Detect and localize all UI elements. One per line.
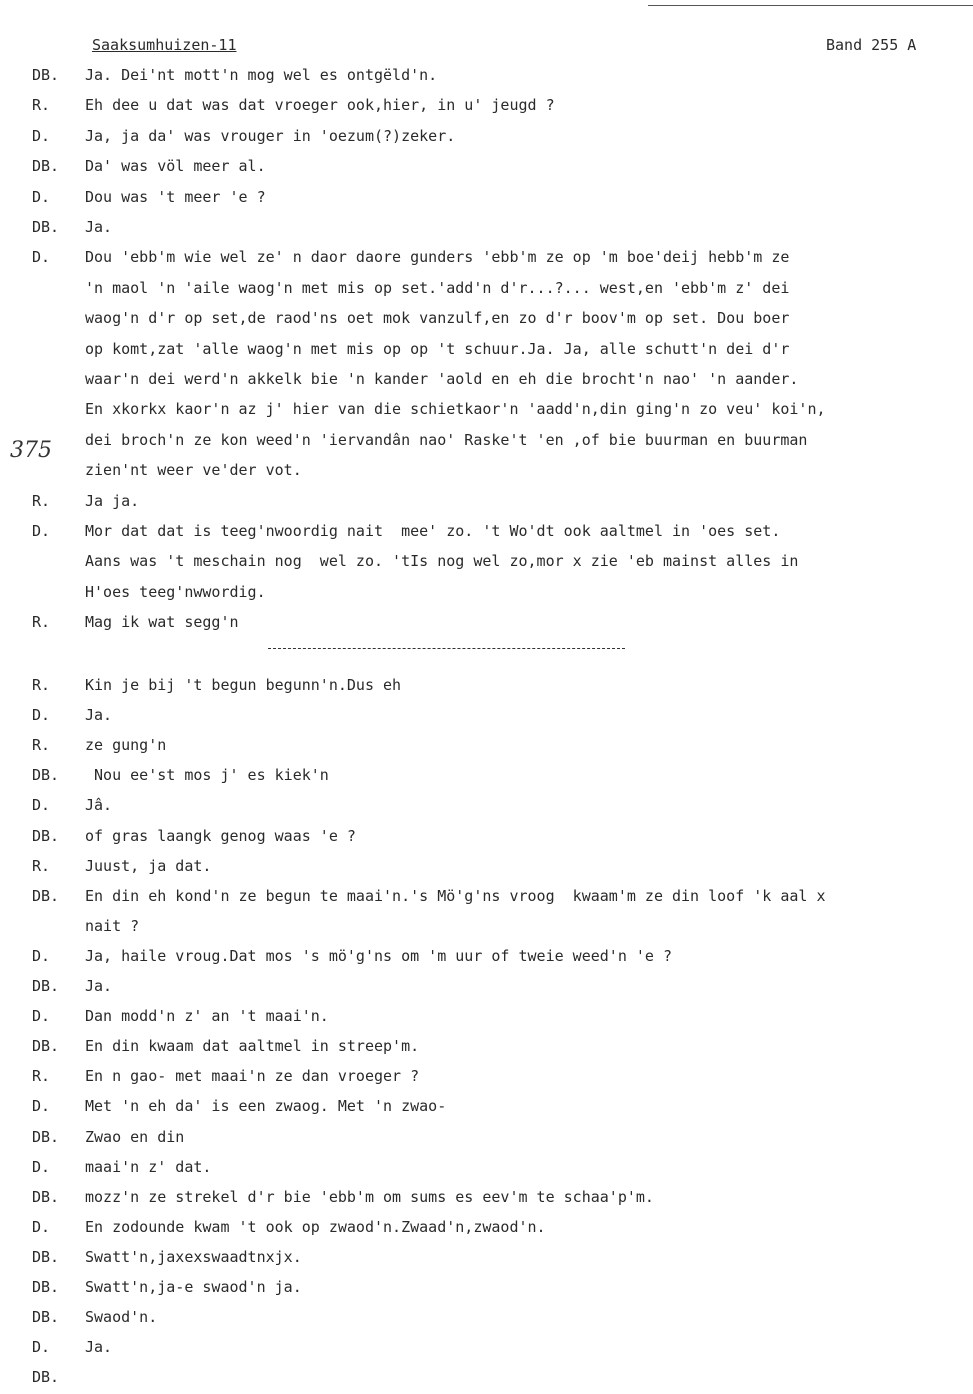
speaker-label: DB. bbox=[32, 886, 60, 905]
utterance-text: Ja, haile vroug.Dat mos 's mö'g'ns om 'm uur of tweie weed'n 'e ? bbox=[85, 946, 672, 965]
utterance-text: waar'n dei werd'n akkelk bie 'n kander 'aold en eh die brocht'n nao' 'n aander. bbox=[85, 370, 799, 388]
speaker-label: D. bbox=[32, 187, 51, 206]
transcript-line bbox=[0, 552, 973, 574]
speaker-label: D. bbox=[32, 1338, 51, 1357]
speaker-label: D. bbox=[32, 796, 51, 815]
speaker-label: DB. bbox=[32, 1368, 60, 1387]
utterance-text: Swatt'n,jaxexswaadtnxjx. bbox=[85, 1247, 302, 1266]
utterance-text: Swaod'n. bbox=[85, 1308, 158, 1327]
speaker-label: D. bbox=[32, 126, 51, 145]
speaker-label: R. bbox=[32, 736, 51, 755]
utterance-text: mozz'n ze strekel d'r bie 'ebb'm om sums es eev'm te schaa'p'm. bbox=[85, 1187, 654, 1206]
transcript-line bbox=[0, 947, 973, 969]
utterance-text: En zodounde kwam 't ook op zwaod'n.Zwaad'n,zwaod'n. bbox=[85, 1217, 546, 1236]
top-rule bbox=[648, 5, 973, 6]
speaker-label: D. bbox=[32, 1097, 51, 1116]
utterance-text: Juust, ja dat. bbox=[85, 856, 212, 875]
transcript-line bbox=[0, 917, 973, 939]
transcript-line bbox=[0, 977, 973, 999]
utterance-text: 'n maol 'n 'aile waog'n met mis op set.'add'n d'r...?... west,en 'ebb'm z' dei bbox=[85, 278, 790, 297]
transcript-line bbox=[0, 1037, 973, 1059]
transcript-line bbox=[0, 248, 973, 270]
speaker-label: D. bbox=[32, 248, 51, 267]
transcript-line bbox=[0, 766, 973, 788]
speaker-label: R. bbox=[32, 491, 51, 510]
speaker-label: R. bbox=[32, 856, 51, 875]
transcript-line bbox=[0, 1368, 973, 1390]
transcript-line bbox=[0, 218, 973, 240]
speaker-label: DB. bbox=[32, 1037, 60, 1056]
transcript-line bbox=[0, 492, 973, 514]
utterance-text: Da' was völ meer al. bbox=[85, 157, 266, 176]
speaker-label: D. bbox=[32, 1157, 51, 1176]
transcript-line bbox=[0, 887, 973, 909]
transcript-line bbox=[0, 66, 973, 88]
transcript-line bbox=[0, 1248, 973, 1270]
utterance-text: zien'nt weer ve'der vot. bbox=[85, 461, 302, 480]
transcript-line bbox=[0, 706, 973, 728]
transcript-line bbox=[0, 309, 973, 331]
utterance-text: Dou 'ebb'm wie wel ze' n daor daore gunders 'ebb'm ze op 'm boe'deij hebb'm ze bbox=[85, 248, 790, 267]
transcript-line bbox=[0, 340, 973, 362]
utterance-text: Eh dee u dat was dat vroeger ook,hier, in u' jeugd ? bbox=[85, 96, 555, 115]
speaker-label: D. bbox=[32, 1007, 51, 1026]
utterance-text: Nou ee'st mos j' es kiek'n bbox=[85, 766, 329, 785]
transcript-line bbox=[0, 796, 973, 818]
transcript-line bbox=[0, 1067, 973, 1089]
utterance-text: H'oes teeg'nwwordig. bbox=[85, 582, 266, 601]
utterance-text: Kin je bij 't begun begunn'n.Dus eh bbox=[85, 676, 402, 694]
transcript-line bbox=[0, 1097, 973, 1119]
speaker-label: DB. bbox=[32, 1247, 60, 1266]
transcript-line bbox=[0, 583, 973, 605]
utterance-text: Dan modd'n z' an 't maai'n. bbox=[85, 1007, 329, 1026]
transcript-line bbox=[0, 1128, 973, 1150]
utterance-text: Ja. bbox=[85, 218, 113, 236]
speaker-label: D. bbox=[32, 706, 51, 725]
page-header bbox=[0, 36, 973, 58]
transcript-line bbox=[0, 157, 973, 179]
transcript-line bbox=[0, 1308, 973, 1330]
utterance-text: En din eh kond'n ze begun te maai'n.'s Mö'g'ns vroog kwaam'm ze din loof 'k aal x bbox=[85, 886, 826, 905]
transcript-line bbox=[0, 400, 973, 422]
utterance-text: En xkorkx kaor'n az j' hier van die schietkaor'n 'aadd'n,din ging'n zo veu' koi'n, bbox=[85, 400, 826, 419]
utterance-text: Ja. bbox=[85, 1338, 113, 1357]
transcript-line bbox=[0, 827, 973, 849]
transcript-line bbox=[0, 96, 973, 118]
utterance-text: Ja ja. bbox=[85, 491, 140, 510]
utterance-text: nait ? bbox=[85, 916, 140, 935]
utterance-text: Dou was 't meer 'e ? bbox=[85, 187, 266, 206]
utterance-text: op komt,zat 'alle waog'n met mis op op 't schuur.Ja. Ja, alle schutt'n dei d'r bbox=[85, 339, 790, 358]
transcript-line bbox=[0, 1278, 973, 1300]
transcript-line bbox=[0, 1218, 973, 1240]
utterance-text: Ja, ja da' was vrouger in 'oezum(?)zeker. bbox=[85, 126, 456, 145]
utterance-text: waog'n d'r op set,de raod'ns oet mok vanzulf,en zo d'r boov'm op set. Dou boer bbox=[85, 309, 790, 328]
utterance-text: Mor dat dat is teeg'nwoordig nait mee' zo. 't Wo'dt ook aaltmel in 'oes set. bbox=[85, 522, 781, 540]
transcript-line bbox=[0, 279, 973, 301]
speaker-label: D. bbox=[32, 946, 51, 965]
transcript-line bbox=[0, 127, 973, 149]
utterance-text: Ja. Dei'nt mott'n mog wel es ontgëld'n. bbox=[85, 66, 438, 84]
speaker-label: DB. bbox=[32, 1187, 60, 1206]
speaker-label: DB. bbox=[32, 766, 60, 785]
transcript-line bbox=[0, 431, 973, 453]
speaker-label: R. bbox=[32, 676, 51, 694]
transcript-line bbox=[0, 461, 973, 483]
transcript-line bbox=[0, 1158, 973, 1180]
transcript-line bbox=[0, 857, 973, 879]
speaker-label: DB. bbox=[32, 1127, 60, 1146]
utterance-text: Jâ. bbox=[85, 796, 113, 815]
speaker-label: DB. bbox=[32, 1308, 60, 1327]
transcript-line bbox=[0, 1338, 973, 1360]
utterance-text: Ja. bbox=[85, 977, 113, 995]
utterance-text: Mag ik wat segg'n bbox=[85, 613, 239, 632]
speaker-label: DB. bbox=[32, 977, 60, 995]
speaker-label: R. bbox=[32, 1067, 51, 1086]
speaker-label: DB. bbox=[32, 1278, 60, 1296]
utterance-text: Met 'n eh da' is een zwaog. Met 'n zwao- bbox=[85, 1097, 447, 1116]
transcript-line bbox=[0, 370, 973, 392]
utterance-text: maai'n z' dat. bbox=[85, 1157, 212, 1176]
speaker-label: R. bbox=[32, 613, 51, 632]
transcript-line bbox=[0, 613, 973, 635]
speaker-label: DB. bbox=[32, 66, 60, 84]
speaker-label: D. bbox=[32, 1217, 51, 1236]
document-title: Saaksumhuizen-11 bbox=[92, 36, 237, 54]
speaker-label: D. bbox=[32, 522, 51, 540]
utterance-text: Swatt'n,ja-e swaod'n ja. bbox=[85, 1278, 302, 1296]
transcript-line bbox=[0, 188, 973, 210]
speaker-label: R. bbox=[32, 96, 51, 115]
utterance-text: Ja. bbox=[85, 706, 113, 725]
speaker-label: DB. bbox=[32, 826, 60, 845]
transcript-line bbox=[0, 736, 973, 758]
transcript-line bbox=[0, 522, 973, 544]
handwritten-margin-note: 375 bbox=[10, 438, 52, 463]
transcript-line bbox=[0, 1007, 973, 1029]
utterance-text: ze gung'n bbox=[85, 736, 167, 755]
speaker-label: DB. bbox=[32, 218, 60, 236]
transcript-line bbox=[0, 1188, 973, 1210]
band-label: Band 255 A bbox=[826, 36, 917, 54]
utterance-text: En n gao- met maai'n ze dan vroeger ? bbox=[85, 1067, 420, 1086]
utterance-text: Aans was 't meschain nog wel zo. 'tIs nog wel zo,mor x zie 'eb mainst alles in bbox=[85, 552, 799, 571]
utterance-text: En din kwaam dat aaltmel in streep'm. bbox=[85, 1037, 420, 1056]
transcript-line bbox=[0, 676, 973, 698]
utterance-text: Zwao en din bbox=[85, 1127, 185, 1146]
speaker-label: DB. bbox=[32, 157, 60, 176]
utterance-text: dei broch'n ze kon weed'n 'iervandân nao' Raske't 'en ,of bie buurman en buurman bbox=[85, 430, 808, 449]
utterance-text: of gras laangk genog waas 'e ? bbox=[85, 826, 356, 845]
section-separator bbox=[268, 648, 625, 649]
